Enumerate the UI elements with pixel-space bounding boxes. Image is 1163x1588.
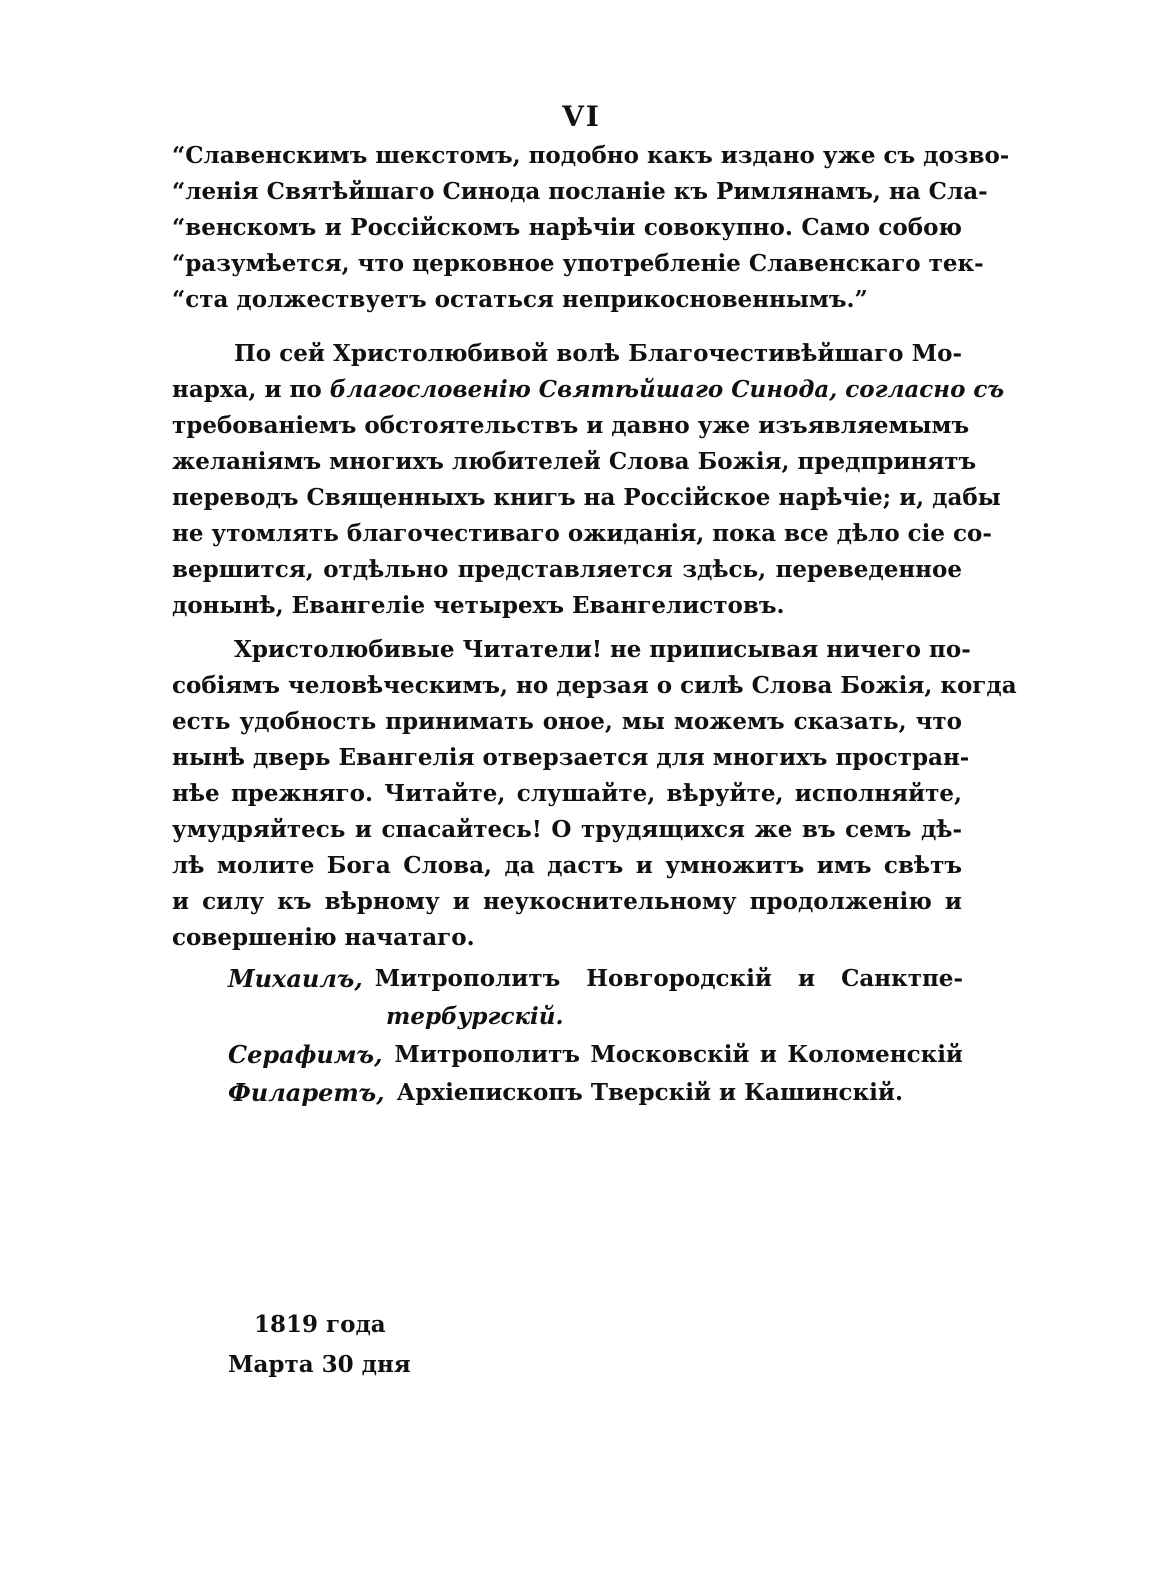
signatory-name: Серафимъ,: [228, 1040, 383, 1069]
signatory-title: Митрополитъ Новгородскій и Санктпе-: [374, 965, 963, 992]
quote-line: “ста должествуетъ остаться неприкосновеннымъ.”: [172, 286, 868, 313]
date-block: [228, 1305, 411, 1385]
paragraph-line: нѣе прежняго. Читайте, слушайте, вѣруйте, исполняйте,: [172, 780, 962, 807]
quote-line: “ленія Святѣйшаго Синода посланіе къ Римлянамъ, на Сла-: [172, 178, 988, 205]
paragraph-line-regular: нарха, и по: [172, 376, 330, 403]
paragraph-line: нынѣ дверь Евангелія отверзается для многихъ простран-: [172, 744, 970, 771]
paragraph-line: требованіемъ обстоятельствъ и давно уже изъявляемымъ: [172, 412, 970, 439]
date-day: Марта 30 дня: [228, 1351, 411, 1378]
signatory-title-continued: тербургскій.: [386, 1003, 564, 1030]
quote-line: “венскомъ и Россійскомъ нарѣчіи совокупно. Само собою: [172, 214, 962, 241]
signatory-title: Митрополитъ Московскій и Коломенскій: [394, 1041, 963, 1068]
paragraph-line: желаніямъ многихъ любителей Слова Божія, предпринятъ: [172, 448, 977, 475]
quote-line: “разумѣется, что церковное употребленіе Славенскаго тек-: [172, 250, 984, 277]
paragraph-line: переводъ Священныхъ книгъ на Россійское нарѣчіе; и, дабы: [172, 484, 1001, 511]
paragraph-line: совершенію начатаго.: [172, 924, 475, 951]
page-number: VI: [562, 100, 601, 133]
paragraph-line: донынѣ, Евангеліе четырехъ Евангелистовъ.: [172, 592, 785, 619]
signatory-name: Филаретъ,: [228, 1078, 385, 1107]
paragraph-line: есть удобность принимать оное, мы можемъ сказать, что: [172, 708, 962, 735]
date-year: 1819 года: [254, 1311, 386, 1338]
signatures-block: [228, 960, 963, 1112]
signatory-name: Михаилъ,: [228, 964, 363, 993]
quote-line: “Славенскимъ шекстомъ, подобно какъ издано уже съ дозво-: [172, 142, 1010, 169]
paragraph-line-italic: благословенію Святѣйшаго Синода, согласно съ: [329, 376, 1005, 403]
signature-row: [228, 960, 963, 998]
paragraph-line: собіямъ человѣческимъ, но дерзая о силѣ Слова Божія, когда: [172, 672, 1017, 699]
signature-title-continuation: [228, 998, 963, 1036]
paragraph-address-to-readers: [172, 632, 1017, 956]
paragraph-line: По сей Христолюбивой волѣ Благочестивѣйшаго Мо-: [234, 340, 962, 367]
paragraph-line: лѣ молите Бога Слова, да дастъ и умножитъ имъ свѣтъ: [172, 852, 962, 879]
paragraph-line: и силу къ вѣрному и неукоснительному продолженію и: [172, 888, 962, 915]
paragraph-line: [172, 372, 1005, 408]
paragraph-line: вершится, отдѣльно представляется здѣсь, переведенное: [172, 556, 962, 583]
paragraph-translation-decision: [172, 336, 1005, 624]
signatory-title: Архіепископъ Тверскій и Кашинскій.: [396, 1079, 903, 1106]
paragraph-line: Христолюбивые Читатели! не приписывая ничего по-: [234, 636, 971, 663]
paragraph-line: умудряйтесь и спасайтесь! О трудящихся же въ семъ дѣ-: [172, 816, 962, 843]
paragraph-line: не утомлять благочестиваго ожиданія, пока все дѣло сіе со-: [172, 520, 992, 547]
quoted-passage: [172, 138, 1010, 318]
signature-row: [228, 1074, 963, 1112]
signature-row: [228, 1036, 963, 1074]
